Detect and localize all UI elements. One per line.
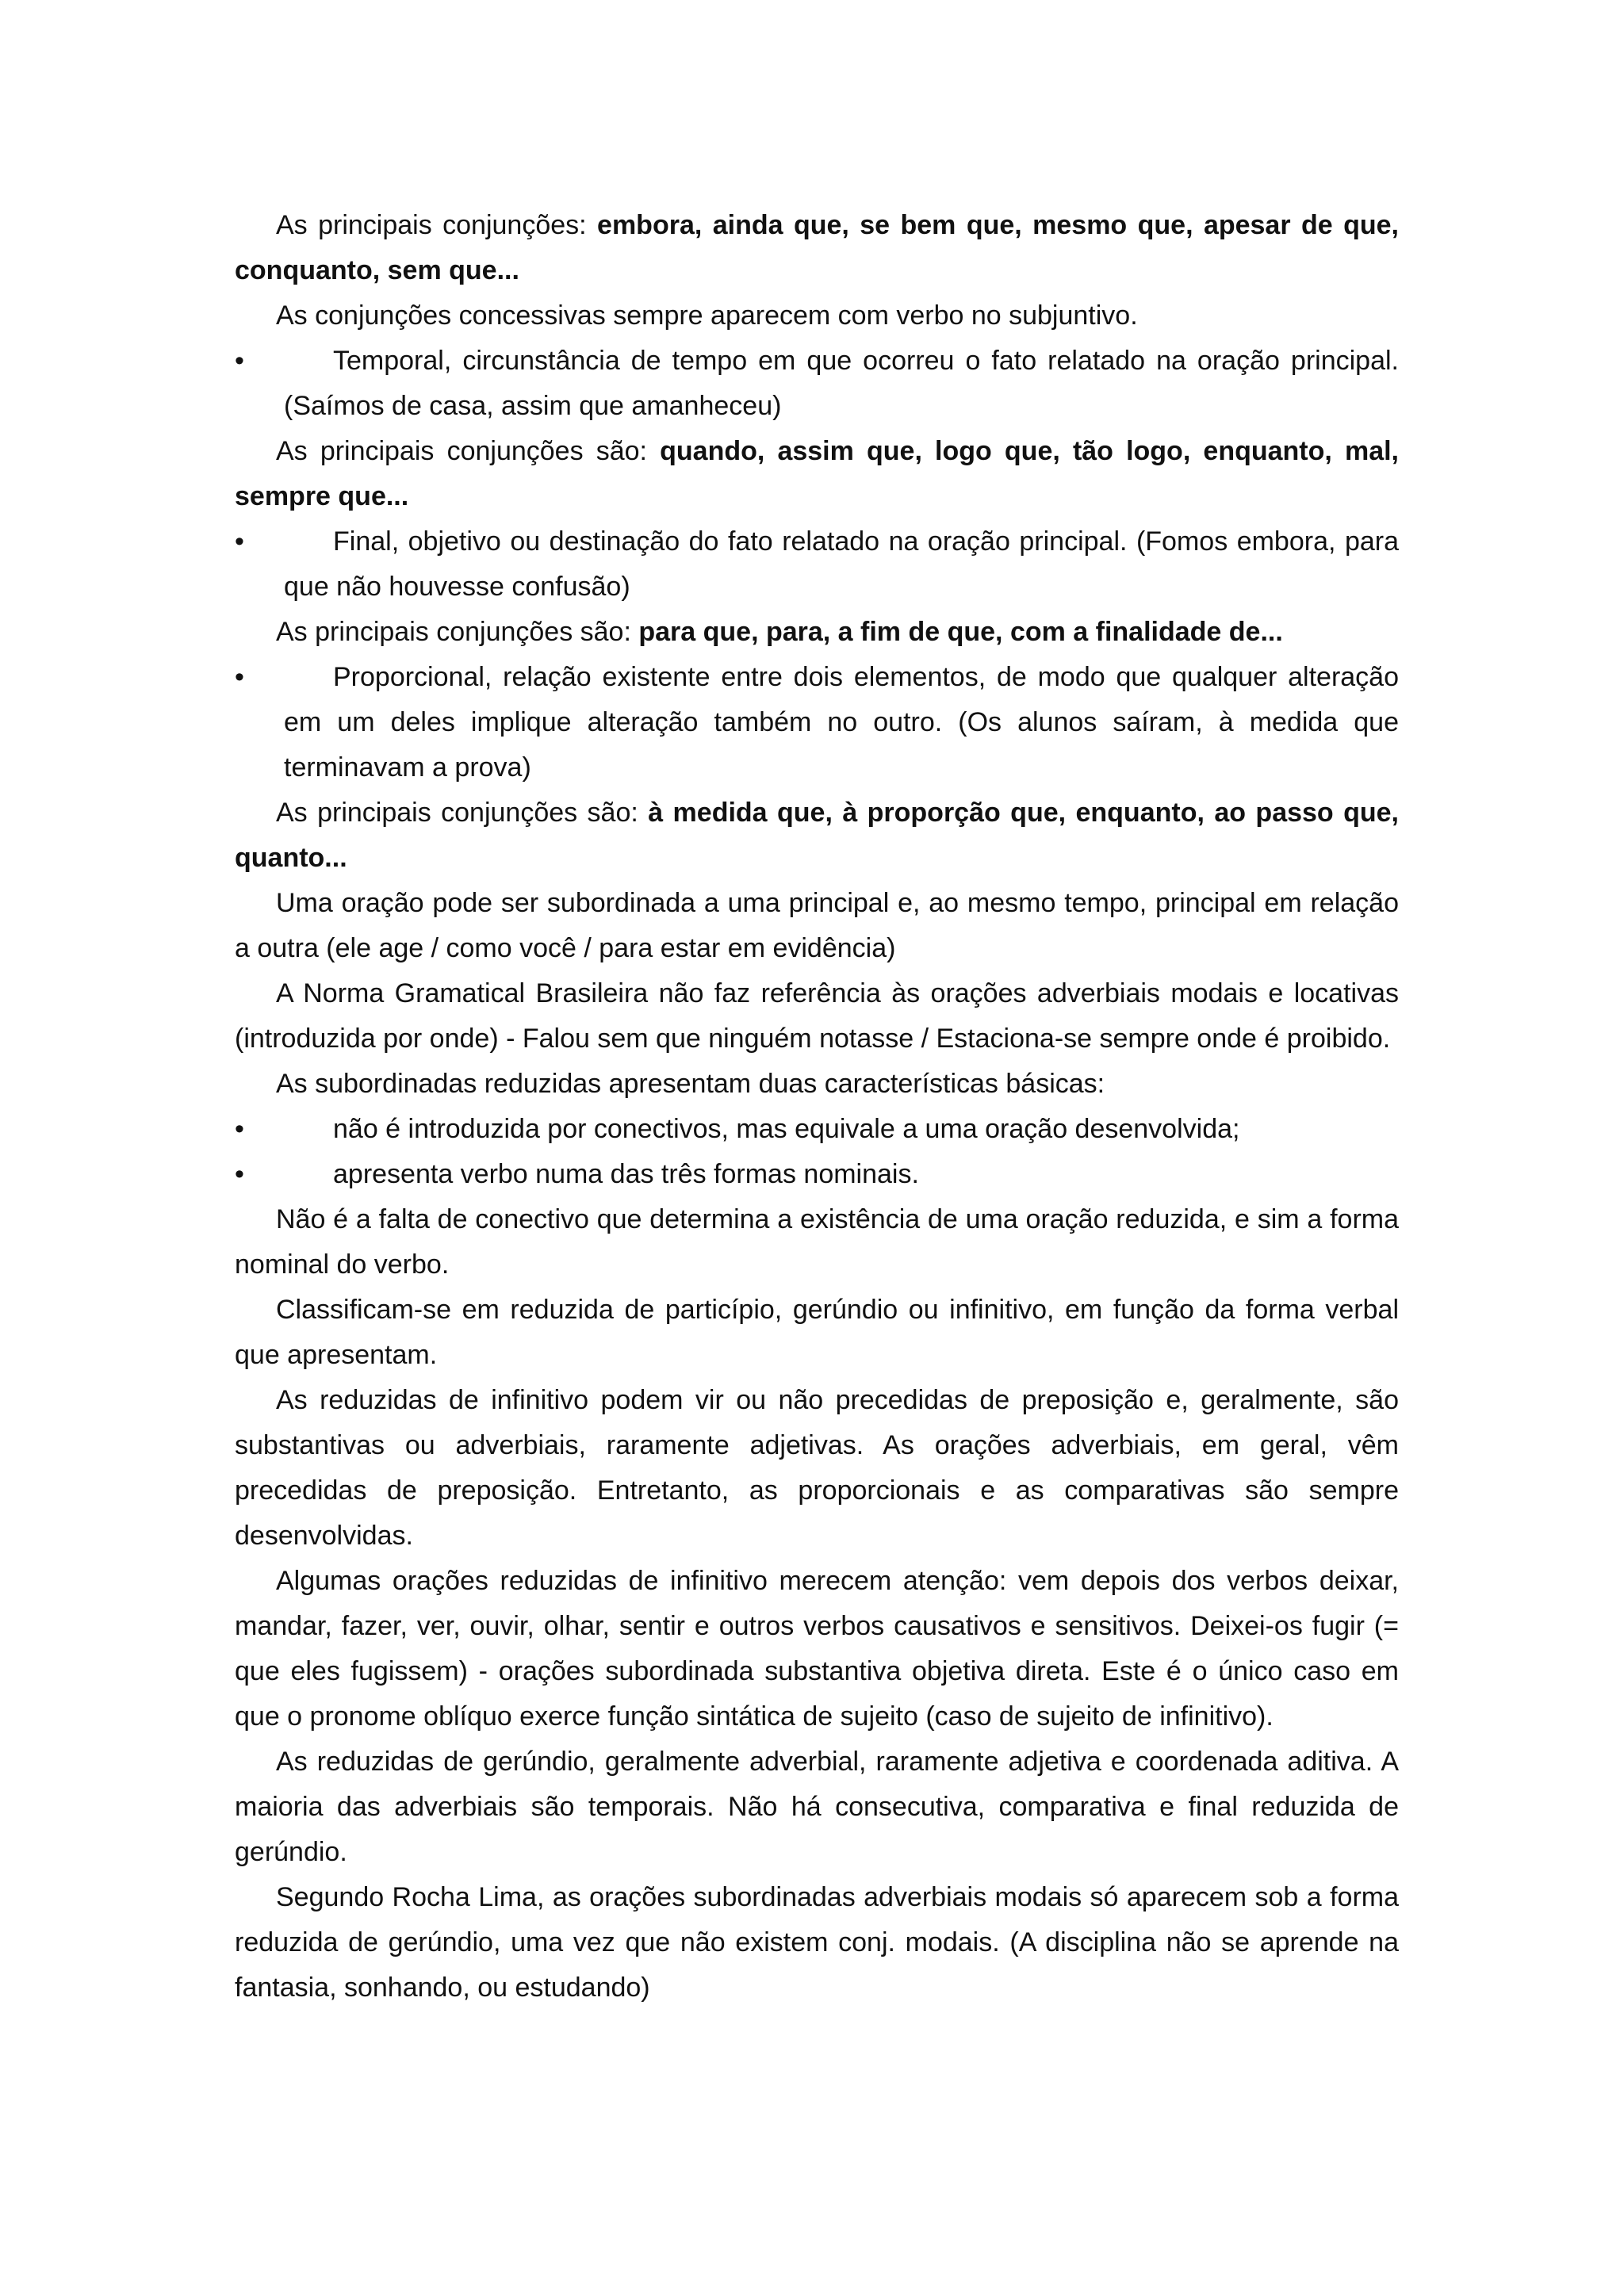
bold-text: quando, assim que, logo que, tão logo, enquanto, mal, sempre que... [235, 436, 1400, 511]
bullet-text: não é introduzida por conectivos, mas equivale a uma oração desenvolvida; [333, 1114, 1240, 1144]
bullet-icon: • [235, 1159, 244, 1189]
bold-text: embora, ainda que, se bem que, mesmo que, apesar de que, conquanto, sem que... [235, 210, 1399, 285]
text-run: As principais conjunções: [276, 210, 598, 240]
text-run: As principais conjunções são: [276, 617, 639, 647]
paragraph [235, 1378, 1399, 1559]
text-run: As reduzidas de gerúndio, geralmente adverbial, raramente adjetiva e coordenada aditiva. A maioria das adverbiais são temporais. Não há consecutiva, comparativa e final reduzida de gerúndio. [235, 1747, 1399, 1867]
bullet-icon: • [235, 662, 244, 692]
paragraph [235, 610, 1399, 655]
paragraph [235, 293, 1399, 339]
text-run: As principais conjunções são: [276, 798, 649, 828]
paragraph [235, 1559, 1399, 1739]
paragraph [235, 203, 1399, 293]
paragraph [235, 429, 1399, 519]
text-run: Algumas orações reduzidas de infinitivo merecem atenção: vem depois dos verbos deixar, mandar, fazer, ver, ouvir, olhar, sentir e outros verbos causativos e sensitivos. Deixei-os fugir (= que eles fugissem) - orações subordinada substantiva objetiva direta. Este é o único caso em que o pronome oblíquo exerce função sintática de sujeito (caso de sujeito de infinitivo). [235, 1566, 1399, 1732]
bold-text: à medida que, à proporção que, enquanto, ao passo que, quanto... [235, 798, 1399, 873]
bold-text: para que, para, a fim de que, com a finalidade de... [638, 617, 1283, 647]
paragraph [235, 971, 1399, 1062]
text-run: Classificam-se em reduzida de particípio, gerúndio ou infinitivo, em função da forma verbal que apresentam. [235, 1295, 1399, 1370]
text-run: Uma oração pode ser subordinada a uma principal e, ao mesmo tempo, principal em relação a outra (ele age / como você / para estar em evidência) [235, 888, 1399, 963]
text-run: As subordinadas reduzidas apresentam duas características básicas: [276, 1069, 1105, 1099]
paragraph [235, 1875, 1399, 2011]
text-run: As reduzidas de infinitivo podem vir ou não precedidas de preposição e, geralmente, são substantivas ou adverbiais, raramente adjetivas. As orações adverbiais, em geral, vêm precedidas de preposição. Entretanto, as proporcionais e as comparativas são sempre desenvolvidas. [235, 1385, 1399, 1551]
bullet-icon: • [235, 346, 244, 376]
bullet-text: Proporcional, relação existente entre dois elementos, de modo que qualquer alteração em um deles implique alteração também no outro. (Os alunos saíram, à medida que terminavam a prova) [284, 662, 1399, 783]
bullet-item [235, 1107, 1399, 1152]
bullet-item [235, 339, 1399, 429]
bullet-text: Temporal, circunstância de tempo em que ocorreu o fato relatado na oração principal. (Saímos de casa, assim que amanheceu) [284, 346, 1399, 421]
paragraph [235, 1197, 1399, 1288]
bullet-text: Final, objetivo ou destinação do fato relatado na oração principal. (Fomos embora, para que não houvesse confusão) [284, 526, 1399, 602]
bullet-icon: • [235, 526, 244, 557]
paragraph [235, 790, 1399, 881]
bullet-icon: • [235, 1114, 244, 1144]
bullet-item [235, 655, 1399, 790]
document-page [235, 203, 1399, 2011]
text-run: Segundo Rocha Lima, as orações subordinadas adverbiais modais só aparecem sob a forma reduzida de gerúndio, uma vez que não existem conj. modais. (A disciplina não se aprende na fantasia, sonhando, ou estudando) [235, 1882, 1399, 2003]
text-run: As principais conjunções são: [276, 436, 661, 466]
text-run: Não é a falta de conectivo que determina a existência de uma oração reduzida, e sim a forma nominal do verbo. [235, 1204, 1399, 1280]
paragraph [235, 1739, 1399, 1875]
paragraph [235, 1062, 1399, 1107]
text-run: As conjunções concessivas sempre aparecem com verbo no subjuntivo. [276, 300, 1138, 331]
bullet-item [235, 519, 1399, 610]
paragraph [235, 881, 1399, 971]
bullet-text: apresenta verbo numa das três formas nominais. [333, 1159, 919, 1189]
bullet-item [235, 1152, 1399, 1197]
paragraph [235, 1288, 1399, 1378]
text-run: A Norma Gramatical Brasileira não faz referência às orações adverbiais modais e locativas (introduzida por onde) - Falou sem que ninguém notasse / Estaciona-se sempre onde é proibido. [235, 978, 1399, 1054]
